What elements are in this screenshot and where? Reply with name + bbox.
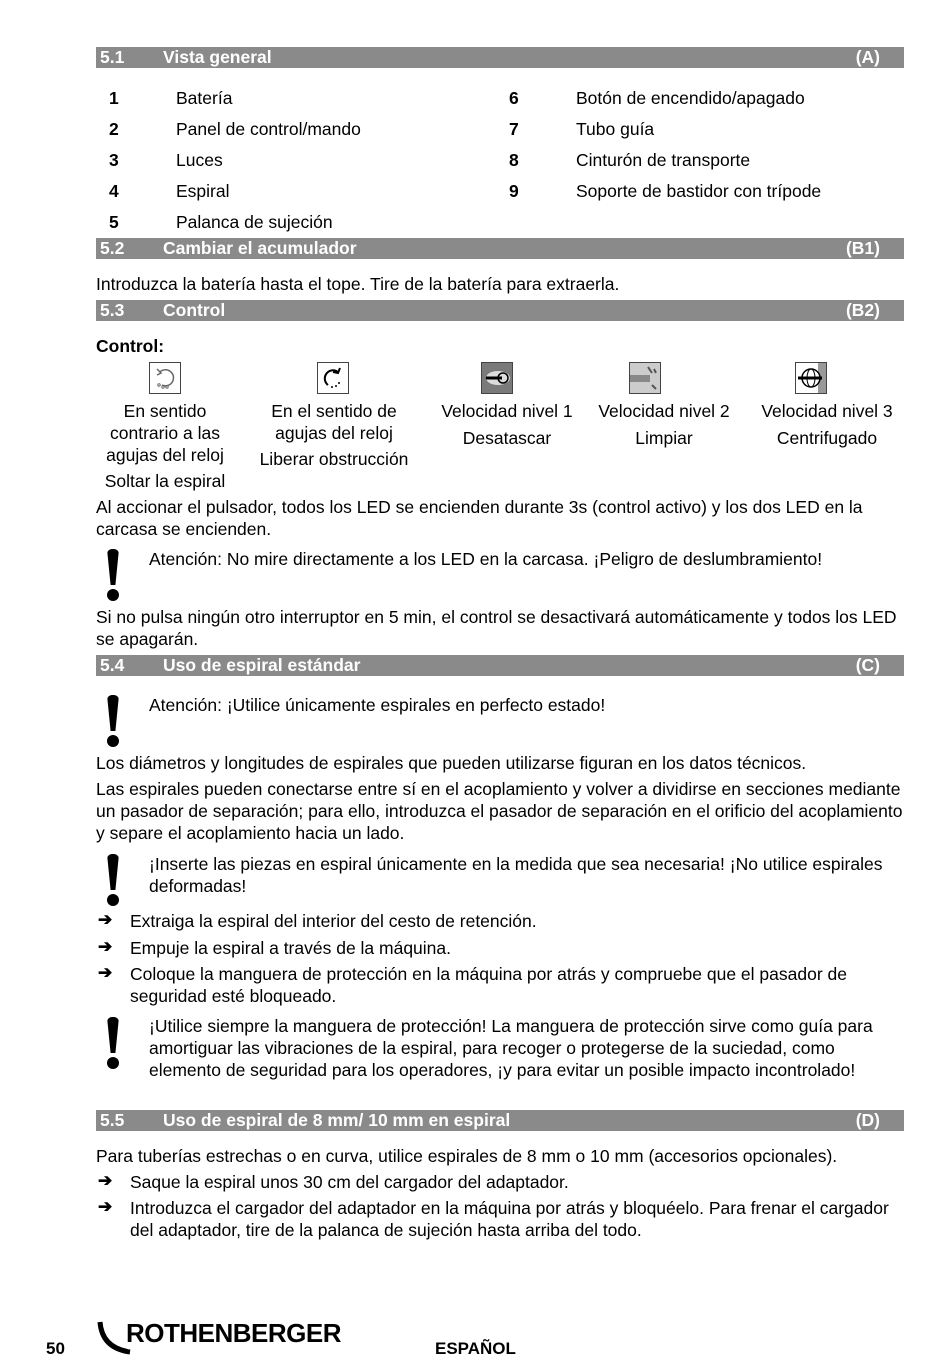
- section-title: Uso de espiral de 8 mm/ 10 mm en espiral: [163, 1110, 511, 1130]
- clockwise-icon: [317, 362, 349, 394]
- control-label: En el sentido de: [271, 401, 397, 421]
- control-label: Velocidad nivel 3: [761, 401, 893, 421]
- arrow-bullet-icon: ➔: [98, 937, 113, 956]
- section-number: 5.2: [100, 238, 125, 258]
- part-number: 1: [109, 88, 119, 108]
- part-label: Palanca de sujeción: [176, 212, 333, 232]
- part-label: Batería: [176, 88, 233, 108]
- part-number: 8: [509, 150, 519, 170]
- part-number: 3: [109, 150, 119, 170]
- part-number: 4: [109, 181, 119, 201]
- section-number: 5.1: [100, 47, 125, 67]
- control-label: Velocidad nivel 1: [441, 401, 573, 421]
- section-number: 5.5: [100, 1110, 125, 1130]
- step-text: Introduzca el cargador del adaptador en la máquina por atrás y bloquéelo. Para frenar el cargador del adaptador, tire de la palanca de sujeción hasta arriba del todo.: [130, 1198, 889, 1240]
- paragraph: Las espirales pueden conectarse entre sí en el acoplamiento y volver a dividirse en secciones mediante un pasador de separación; para ello, introduzca el pasador de separación en el orificio del acoplamiento y separe el acoplamiento hacia un lado.: [96, 779, 903, 843]
- part-label: Tubo guía: [576, 119, 655, 139]
- logo-text: ROTHENBERGER: [126, 1318, 342, 1348]
- section-header-5-5: [96, 1110, 904, 1131]
- part-label: Soporte de bastidor con trípode: [576, 181, 822, 201]
- paragraph: Al accionar el pulsador, todos los LED se encienden durante 3s (control activo) y los dos LED en la carcasa se encienden.: [96, 497, 863, 539]
- section-number: 5.4: [100, 655, 125, 675]
- paragraph: Introduzca la batería hasta el tope. Tire de la batería para extraerla.: [96, 274, 620, 294]
- figure-ref: (A): [855, 47, 880, 67]
- part-number: 2: [109, 119, 119, 139]
- control-function: Centrifugado: [776, 428, 878, 448]
- warning-text: ¡Inserte las piezas en espiral únicamente en la medida que sea necesaria! ¡No utilice espirales deformadas!: [149, 854, 883, 896]
- warning-text: ¡Utilice siempre la manguera de protección! La manguera de protección sirve como guía para amortiguar las vibraciones de la espiral, para recoger o protegerse de la suciedad, como elemento de seguridad para los operadores, ¡y para evitar un posible impacto incontrolado!: [149, 1016, 873, 1080]
- arrow-bullet-icon: ➔: [98, 1171, 113, 1190]
- arrow-bullet-icon: ➔: [98, 1197, 113, 1216]
- warning-text: Atención: No mire directamente a los LED en la carcasa. ¡Peligro de deslumbramiento!: [149, 549, 823, 569]
- warning-text: Atención: ¡Utilice únicamente espirales en perfecto estado!: [149, 695, 606, 715]
- step-text: Empuje la espiral a través de la máquina.: [130, 938, 452, 958]
- control-function: Limpiar: [635, 428, 693, 448]
- arrow-bullet-icon: ➔: [98, 963, 113, 982]
- section-header-5-3: [96, 300, 904, 321]
- control-speed-1: [427, 400, 587, 449]
- part-number: 9: [509, 181, 519, 201]
- control-clockwise: [248, 400, 420, 470]
- speed-3-icon: [795, 362, 827, 394]
- control-label: En sentido: [123, 401, 207, 421]
- figure-ref: (B2): [845, 300, 880, 320]
- control-function: Soltar la espiral: [104, 471, 226, 491]
- section-number: 5.3: [100, 300, 125, 320]
- section-header-5-1: [96, 47, 904, 68]
- section-header-5-4: [96, 655, 904, 676]
- section-title: Control: [163, 300, 226, 320]
- arrow-bullet-icon: ➔: [98, 910, 113, 929]
- figure-ref: (C): [855, 655, 880, 675]
- section-header-5-2: [96, 238, 904, 259]
- part-label: Cinturón de transporte: [576, 150, 751, 170]
- paragraph: Si no pulsa ningún otro interruptor en 5 min, el control se desactivará automáticamente y todos los LED se apagarán.: [96, 607, 897, 649]
- control-label: Control:: [96, 336, 165, 356]
- part-label: Espiral: [176, 181, 230, 201]
- control-label: agujas del reloj: [106, 445, 224, 465]
- control-label: contrario a las: [110, 423, 220, 443]
- control-label: agujas del reloj: [275, 423, 393, 443]
- speed-2-icon: [629, 362, 661, 394]
- control-counterclockwise: [90, 400, 240, 492]
- part-number: 5: [109, 212, 119, 232]
- step-text: Extraiga la espiral del interior del cesto de retención.: [130, 911, 537, 931]
- control-function: Liberar obstrucción: [259, 449, 409, 469]
- counterclockwise-icon: [149, 362, 181, 394]
- step-text: Coloque la manguera de protección en la máquina por atrás y compruebe que el pasador de seguridad esté bloqueado.: [130, 964, 847, 1006]
- part-label: Luces: [176, 150, 223, 170]
- section-title: Uso de espiral estándar: [163, 655, 361, 675]
- figure-ref: (B1): [845, 238, 880, 258]
- figure-ref: (D): [855, 1110, 880, 1130]
- page-number: 50: [46, 1339, 65, 1358]
- step-text: Saque la espiral unos 30 cm del cargador del adaptador.: [130, 1172, 569, 1192]
- paragraph: Los diámetros y longitudes de espirales que pueden utilizarse figuran en los datos técnicos.: [96, 753, 807, 773]
- part-label: Botón de encendido/apagado: [576, 88, 805, 108]
- language-label: ESPAÑOL: [435, 1339, 516, 1358]
- paragraph: Para tuberías estrechas o en curva, utilice espirales de 8 mm o 10 mm (accesorios opcionales).: [96, 1146, 838, 1166]
- control-function: Desatascar: [462, 428, 552, 448]
- control-speed-3: [747, 400, 907, 449]
- part-number: 7: [509, 119, 519, 139]
- control-speed-2: [584, 400, 744, 449]
- control-label: Velocidad nivel 2: [598, 401, 730, 421]
- part-label: Panel de control/mando: [176, 119, 361, 139]
- section-title: Vista general: [163, 47, 272, 67]
- section-title: Cambiar el acumulador: [163, 238, 357, 258]
- part-number: 6: [509, 88, 519, 108]
- speed-1-icon: [481, 362, 513, 394]
